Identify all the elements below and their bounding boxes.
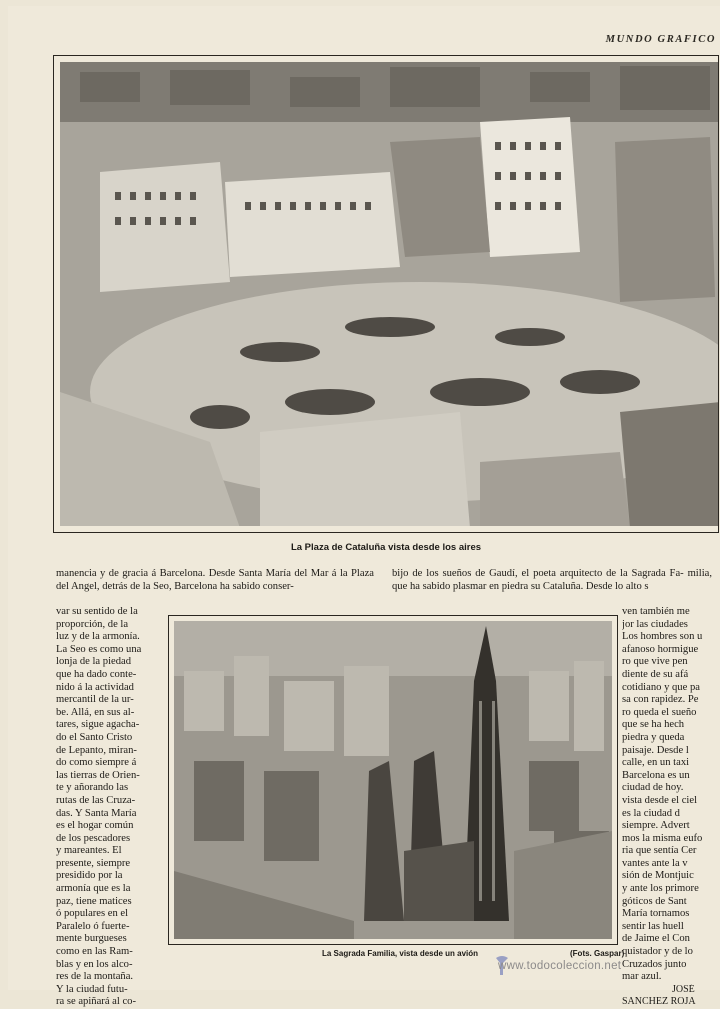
text-line: presente, siempre [56,857,131,869]
text-line: mos la misma eufo [622,832,703,844]
text-line: nido á la actividad [56,681,134,693]
text-line: ra se apiñará al co- [56,996,136,1008]
text-line: es el hogar común [56,820,134,832]
article-text-col1 [56,606,160,1009]
photo-frame-plaza-cataluna [53,55,719,533]
aerial-photo-plaza-cataluna [60,62,718,526]
text-line: var su sentido de la [56,606,138,617]
text-line: sión de Montjuic [622,870,694,882]
text-line: ven también me [622,606,690,617]
photo-illustration-2 [174,621,612,939]
article-text-col1-top: manencia y de gracia á Barcelona. Desde Santa María del Mar á la Plaza del Angel, detrás de la Seo, Barcelona ha sabido conser- [56,568,374,592]
text-line: ciudad de hoy. [622,782,684,794]
text-line: tares, sigue agacha- [56,719,140,731]
text-line: proporción, de la [56,618,129,630]
text-line: mercantil de la ur- [56,694,134,706]
text-line: presidido por la [56,870,123,882]
text-line: Cruzados junto [622,958,687,970]
text-line: las tierras de Orien- [56,769,140,781]
text-line: Paralelo ó fuerte- [56,920,130,932]
text-line: do el Santo Cristo [56,731,133,743]
text-line: y ante los primore [622,883,699,895]
text-line: que se ha hech [622,719,685,731]
photo-frame-sagrada-familia [168,615,618,945]
text-line: be. Allá, en sus al- [56,706,135,718]
text-line: góticos de Sant [622,895,687,907]
text-line: rutas de las Cruza- [56,794,136,806]
photo-caption-plaza-cataluna: La Plaza de Cataluña vista desde los aires [290,542,482,553]
text-line: paisaje. Desde l [622,744,689,756]
text-line: La Seo es como una [56,643,142,655]
running-head: MUNDO GRAFICO [605,34,716,45]
watermark-text: www.todocoleccion.net [498,960,622,972]
photo-illustration [60,62,718,526]
text-line: mar azul. [622,971,662,983]
text-line: lonja de la piedad [56,656,132,668]
text-line: do como siempre á [56,757,137,769]
text-line: vantes ante la v [622,857,688,869]
text-line: jor las ciudades [622,618,688,630]
text-line: das. Y Santa María [56,807,137,819]
photo-caption-sagrada-familia: La Sagrada Familia, vista desde un avión [322,949,479,958]
article-author: JOSÉ [672,983,695,995]
text-line: que ha dado conte- [56,668,137,680]
text-line: armonía que es la [56,883,131,895]
text-line: calle, en un taxi [622,757,690,769]
text-line: te y añorando las [56,782,129,794]
text-line: Y la ciudad futu- [56,983,128,995]
text-line: siempre. Advert [622,820,690,832]
text-line: de los pescadores [56,832,131,844]
text-line: mente burgueses [56,933,127,945]
text-line: Barcelona es un [622,769,690,781]
text-line: vista desde el ciel [622,794,698,806]
text-line: ria que sentía Cer [622,845,697,857]
text-line: es la ciudad d [622,807,680,819]
text-line: sentir las huell [622,920,684,932]
text-line: Los hombres son u [622,631,703,643]
aerial-photo-sagrada-familia [174,621,612,939]
text-line: afanoso hormigue [622,643,699,655]
text-line: res de la montaña. [56,971,134,983]
text-line: de Jaime el Con [622,933,690,945]
text-line: de Lepanto, miran- [56,744,137,756]
text-line: ó populares en el [56,908,129,920]
text-line: cotidiano y que pa [622,681,700,693]
text-line: como en las Ram- [56,946,133,958]
article-author: SANCHEZ ROJA [622,996,696,1008]
text-line: diente de su afá [622,668,689,680]
text-line: quistador y de lo [622,946,693,958]
photo-credit: (Fots. Gaspar) [570,949,625,958]
article-text-col2 [622,606,714,1009]
text-line: ro queda el sueño [622,706,697,718]
text-line: paz, tiene matices [56,895,132,907]
text-line: luz y de la armonía. [56,631,140,643]
text-line: piedra y queda [622,731,685,743]
article-text-col2-top: bijo de los sueños de Gaudí, el poeta arquitecto de la Sagrada Fa- milia, que ha sabido plasmar en piedra su Cataluña. Desde lo alto s [392,568,712,592]
text-line: ro que vive pen [622,656,688,668]
text-line: María tornamos [622,908,690,920]
text-line: blas y en los alco- [56,958,133,970]
text-line: y mareantes. El [56,845,122,857]
text-line: sa con rapidez. Pe [622,694,699,706]
